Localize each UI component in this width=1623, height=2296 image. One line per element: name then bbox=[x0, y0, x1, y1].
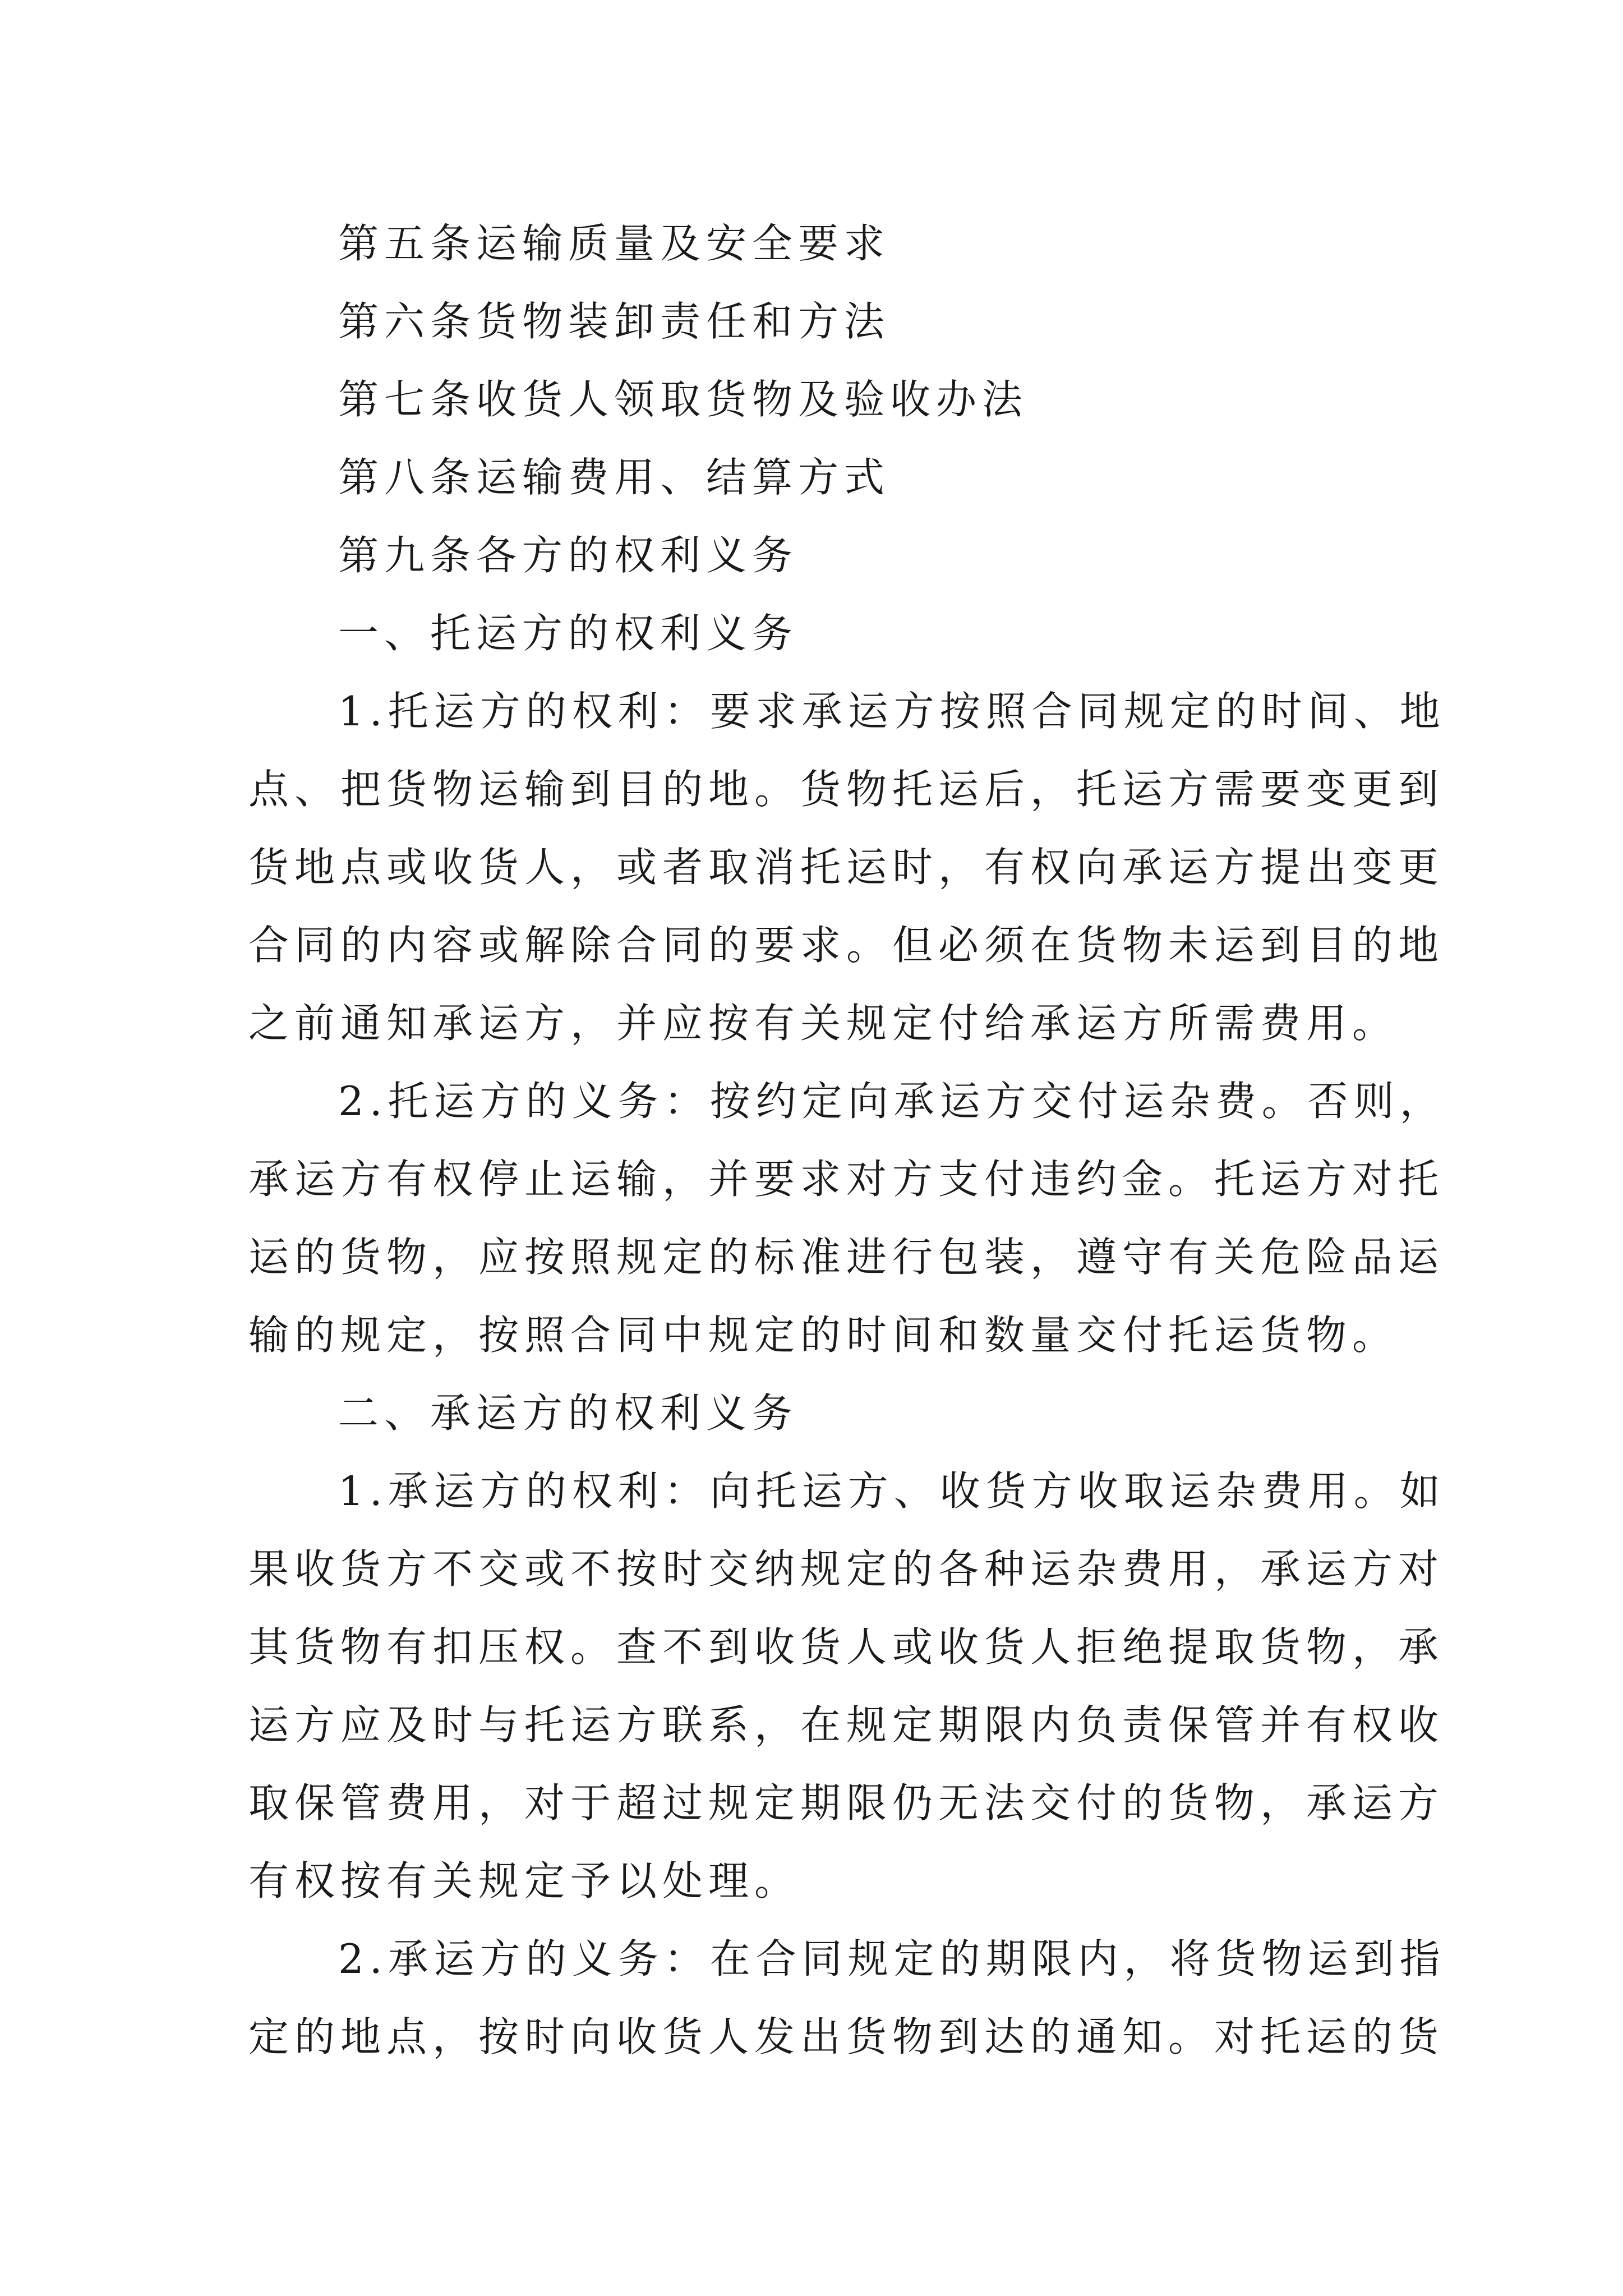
clause-8-heading: 第八条运输费用、结算方式 bbox=[338, 454, 891, 501]
section-shipper-heading: 一、托运方的权利义务 bbox=[338, 610, 799, 657]
paragraph-line: 1.承运方的权利：向托运方、收货方收取运杂费用。如 bbox=[338, 1467, 1446, 1515]
paragraph-line: 果收货方不交或不按时交纳规定的各种运杂费用，承运方对 bbox=[248, 1545, 1445, 1593]
paragraph-line: 输的规定，按照合同中规定的时间和数量交付托运货物。 bbox=[248, 1312, 1399, 1359]
paragraph-line: 货地点或收货人，或者取消托运时，有权向承运方提出变更 bbox=[248, 844, 1445, 891]
paragraph-line: 其货物有扣压权。查不到收货人或收货人拒绝提取货物，承 bbox=[248, 1623, 1445, 1671]
clause-5-heading: 第五条运输质量及安全要求 bbox=[338, 220, 891, 267]
clause-9-heading: 第九条各方的权利义务 bbox=[338, 532, 799, 579]
paragraph-line: 定的地点，按时向收货人发出货物到达的通知。对托运的货 bbox=[248, 2013, 1445, 2060]
paragraph-line: 点、把货物运输到目的地。货物托运后，托运方需要变更到 bbox=[248, 766, 1445, 813]
document-body bbox=[248, 205, 1446, 2076]
paragraph-line: 承运方有权停止运输，并要求对方支付违约金。托运方对托 bbox=[248, 1156, 1445, 1203]
paragraph-line: 1.托运方的权利：要求承运方按照合同规定的时间、地 bbox=[338, 688, 1446, 735]
paragraph-line: 运方应及时与托运方联系，在规定期限内负责保管并有权收 bbox=[248, 1701, 1445, 1749]
paragraph-line: 2.托运方的义务：按约定向承运方交付运杂费。否则， bbox=[338, 1078, 1446, 1125]
paragraph-line: 运的货物，应按照规定的标准进行包装，遵守有关危险品运 bbox=[248, 1234, 1445, 1281]
section-carrier-heading: 二、承运方的权利义务 bbox=[338, 1389, 799, 1437]
paragraph-line: 有权按有关规定予以处理。 bbox=[248, 1857, 801, 1904]
paragraph-line: 合同的内容或解除合同的要求。但必须在货物未运到目的地 bbox=[248, 922, 1445, 969]
paragraph-line: 之前通知承运方，并应按有关规定付给承运方所需费用。 bbox=[248, 1000, 1399, 1047]
paragraph-line: 2.承运方的义务：在合同规定的期限内，将货物运到指 bbox=[338, 1935, 1446, 1982]
clause-7-heading: 第七条收货人领取货物及验收办法 bbox=[338, 376, 1029, 423]
clause-6-heading: 第六条货物装卸责任和方法 bbox=[338, 298, 891, 345]
paragraph-line: 取保管费用，对于超过规定期限仍无法交付的货物，承运方 bbox=[248, 1779, 1445, 1826]
